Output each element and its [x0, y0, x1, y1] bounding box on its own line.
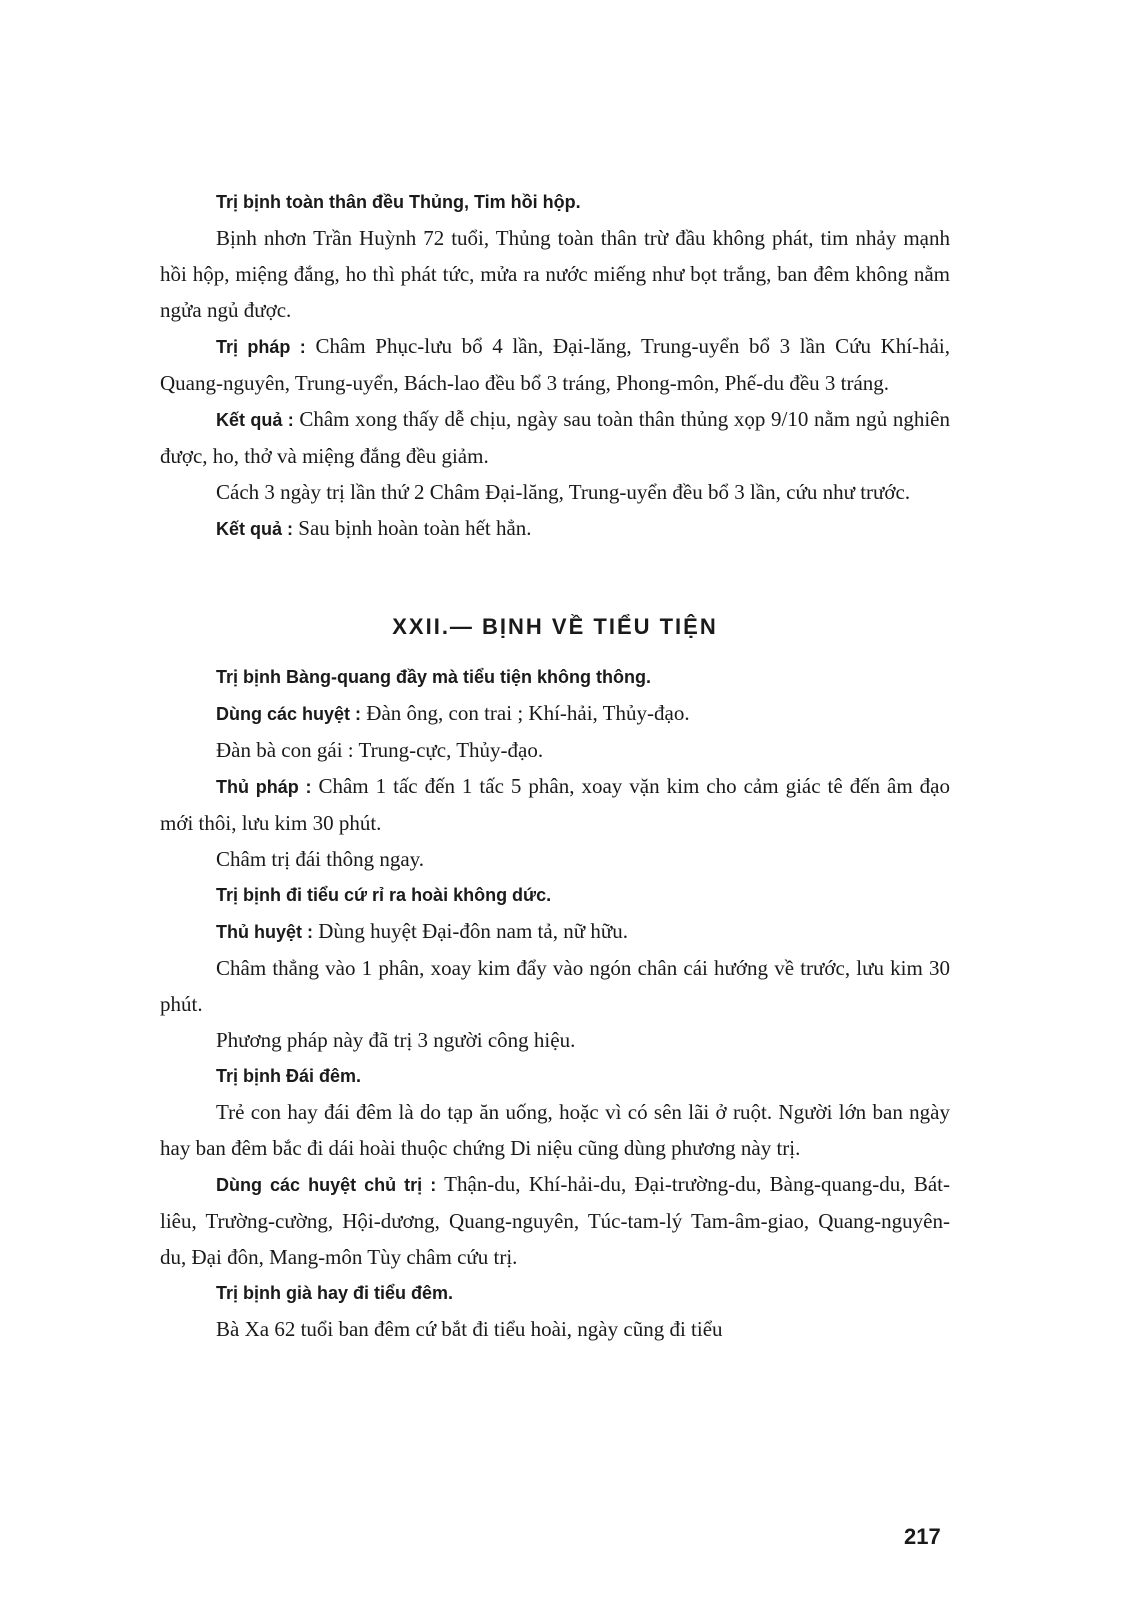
main-point-text: Dùng huyệt Đại-đôn nam tả, nữ hữu. [318, 919, 628, 943]
needle-technique: Châm thẳng vào 1 phân, xoay kim đẩy vào ngón chân cái hướng về trước, lưu kim 30 phút. [160, 956, 950, 1016]
case-title-bladder: Trị bịnh Bàng-quang đầy mà tiểu tiện không thông. [216, 667, 651, 687]
technique-text: Châm 1 tấc đến 1 tấc 5 phân, xoay vặn kim cho cảm giác tê đến âm đạo mới thôi, lưu kim 30 phút. [160, 774, 950, 835]
result-label: Kết quả : [216, 410, 294, 430]
treatment-method [160, 328, 950, 401]
points-label: Dùng các huyệt : [216, 704, 362, 724]
page-body [160, 184, 950, 1347]
case-description: Bịnh nhơn Trần Huỳnh 72 tuổi, Thủng toàn thân trừ đầu không phát, tim nhảy mạnh hồi hộp, miệng đắng, ho thì phát tức, mửa ra nước miếng như bọt trắng, ban đêm không nằm ngửa ngủ được. [160, 226, 950, 322]
efficacy-note: Phương pháp này đã trị 3 người công hiệu. [216, 1028, 576, 1052]
final-result-text: Sau bịnh hoàn toàn hết hẳn. [298, 516, 532, 540]
final-result [160, 510, 950, 547]
technique [160, 768, 950, 841]
result-paragraph [160, 401, 950, 474]
treatment-label: Trị pháp : [216, 337, 306, 357]
points-used [160, 695, 950, 732]
points-women: Đàn bà con gái : Trung-cực, Thủy-đạo. [216, 738, 544, 762]
main-points [160, 1166, 950, 1275]
technique-label: Thủ pháp : [216, 777, 312, 797]
treatment-text: Châm Phục-lưu bổ 4 lần, Đại-lăng, Trung-uyển bổ 3 lần Cứu Khí-hải, Quang-nguyên, Trung-uyển, Bách-lao đều bổ 3 tráng, Phong-môn, Phế-du đều 3 tráng. [160, 334, 951, 395]
section-heading: XXII.— BỊNH VỀ TIỂU TIỆN [392, 614, 718, 639]
case-title-dribbling: Trị bịnh đi tiểu cứ rỉ ra hoài không dức. [216, 885, 552, 905]
page-number: 217 [904, 1524, 941, 1549]
nocturia-description: Bà Xa 62 tuổi ban đêm cứ bắt đi tiểu hoài, ngày cũng đi tiểu [216, 1317, 723, 1341]
bedwetting-description: Trẻ con hay đái đêm là do tạp ăn uống, hoặc vì có sên lãi ở ruột. Người lớn ban ngày hay ban đêm bắc đi dái hoài thuộc chứng Di niệu cũng dùng phương này trị. [160, 1100, 950, 1160]
main-point [160, 913, 950, 950]
immediate-result: Châm trị đái thông ngay. [216, 847, 425, 871]
result-text: Châm xong thấy dễ chịu, ngày sau toàn thân thủng xọp 9/10 nằm ngủ nghiên được, ho, thở và miệng đắng đều giảm. [160, 407, 950, 468]
points-text: Đàn ông, con trai ; Khí-hải, Thủy-đạo. [366, 701, 690, 725]
main-points-label: Dùng các huyệt chủ trị : [216, 1175, 437, 1195]
main-points-text: Thận-du, Khí-hải-du, Đại-trường-du, Bàng-quang-du, Bát-liêu, Trường-cường, Hội-dương, Quang-nguyên, Túc-tam-lý Tam-âm-giao, Quang-nguyên-du, Đại đôn, Mang-môn Tùy châm cứu trị. [160, 1172, 950, 1269]
case-title-edema: Trị bịnh toàn thân đều Thủng, Tim hồi hộp. [216, 192, 581, 212]
case-title-nocturia: Trị bịnh già hay đi tiểu đêm. [216, 1283, 454, 1303]
main-point-label: Thủ huyệt : [216, 922, 313, 942]
case-title-bedwetting: Trị bịnh Đái đêm. [216, 1066, 362, 1086]
final-result-label: Kết quả : [216, 519, 294, 539]
section-spacer [160, 547, 950, 603]
second-treatment: Cách 3 ngày trị lần thứ 2 Châm Đại-lăng, Trung-uyển đều bổ 3 lần, cứu như trước. [216, 480, 911, 504]
